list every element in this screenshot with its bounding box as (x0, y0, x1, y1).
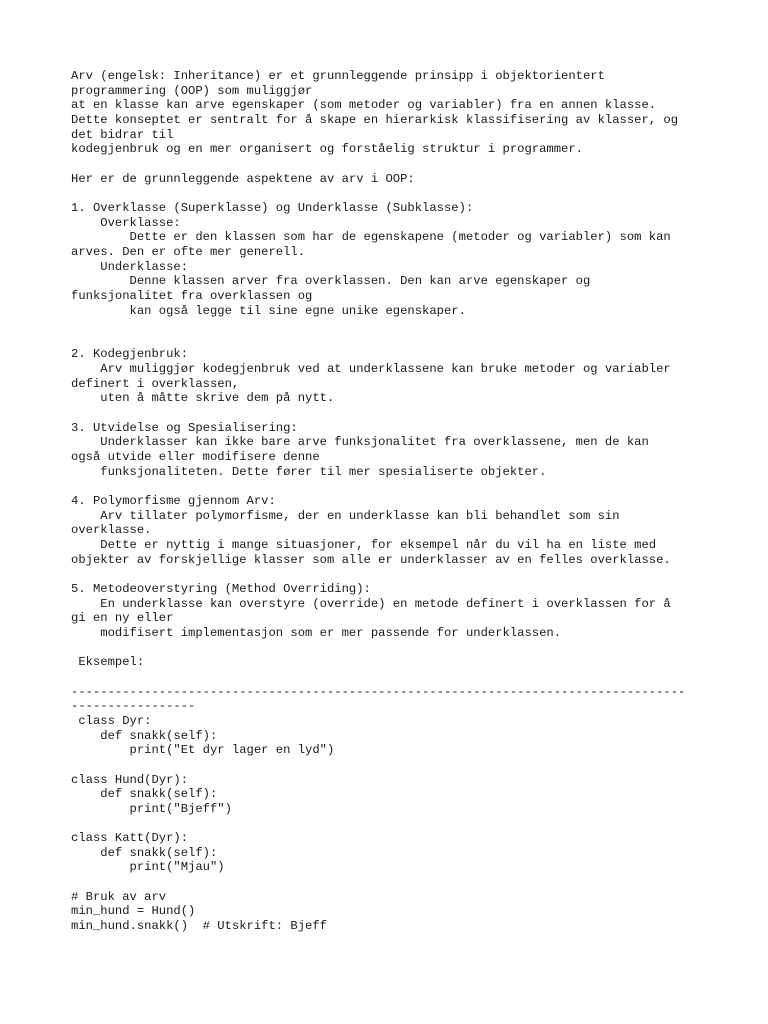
text-line: gi en ny eller (71, 611, 174, 626)
text-line: objekter av forskjellige klasser som alle er underklasser av en felles overklasse. (71, 552, 671, 567)
text-line: def snakk(self): (71, 845, 218, 860)
text-line: kodegjenbruk og en mer organisert og forståelig struktur i programmer. (71, 142, 583, 157)
text-line: def snakk(self): (71, 787, 218, 802)
text-line: Arv muliggjør kodegjenbruk ved at underklassene kan bruke metoder og variabler (71, 362, 671, 377)
blank-line (71, 186, 751, 201)
blank-line (71, 875, 751, 890)
text-line: Dette er den klassen som har de egenskapene (metoder og variabler) som kan (71, 230, 671, 245)
text-line: 1. Overklasse (Superklasse) og Underklasse (Subklasse): (71, 200, 474, 215)
blank-line (71, 333, 751, 348)
text-line: Her er de grunnleggende aspektene av arv i OOP: (71, 171, 415, 186)
text-line: def snakk(self): (71, 728, 218, 743)
text-line: class Dyr: (71, 713, 152, 728)
text-line: print("Mjau") (71, 860, 225, 875)
text-line: ------------------------------------------------------------------------------------ (71, 684, 686, 699)
text-line: 2. Kodegjenbruk: (71, 347, 189, 362)
blank-line (71, 816, 751, 831)
text-line: min_hund = Hund() (71, 904, 196, 919)
text-line: at en klasse kan arve egenskaper (som metoder og variabler) fra en annen klasse. (71, 98, 657, 113)
text-line: class Hund(Dyr): (71, 772, 189, 787)
text-line: Dette er nyttig i mange situasjoner, for eksempel når du vil ha en liste med (71, 538, 657, 552)
text-line: Dette konseptet er sentralt for å skape en hierarkisk klassifisering av klasser, og (71, 112, 679, 127)
text-line: Underklasse: (71, 259, 189, 274)
text-line: En underklasse kan overstyre (override) en metode definert i overklassen for å (71, 596, 671, 611)
text-line: også utvide eller modifisere denne (71, 450, 320, 465)
text-line: min_hund.snakk() # Utskrift: Bjeff (71, 919, 327, 934)
blank-line (71, 318, 751, 333)
text-line: 4. Polymorfisme gjennom Arv: (71, 494, 276, 509)
blank-line (71, 157, 751, 172)
blank-line (71, 406, 751, 421)
blank-line (71, 670, 751, 685)
text-line: Eksempel: (71, 655, 145, 670)
text-line: kan også legge til sine egne unike egenskaper. (71, 303, 466, 318)
text-line: funksjonaliteten. Dette fører til mer spesialiserte objekter. (71, 464, 547, 479)
text-line: det bidrar til (71, 127, 174, 142)
text-line: # Bruk av arv (71, 889, 167, 904)
text-line: print("Et dyr lager en lyd") (71, 743, 335, 758)
document-text (71, 69, 751, 934)
text-line: Denne klassen arver fra overklassen. Den kan arve egenskaper og (71, 274, 591, 289)
blank-line (71, 567, 751, 582)
text-line: print("Bjeff") (71, 801, 232, 816)
text-line: definert i overklassen, (71, 376, 240, 391)
text-line: Arv tillater polymorfisme, der en underklasse kan bli behandlet som sin (71, 508, 620, 523)
blank-line (71, 641, 751, 656)
document-page (71, 69, 751, 934)
text-line: Arv (engelsk: Inheritance) er et grunnleggende prinsipp i objektorientert (71, 69, 605, 83)
text-line: uten å måtte skrive dem på nytt. (71, 391, 335, 406)
text-line: arves. Den er ofte mer generell. (71, 244, 306, 259)
text-line: Underklasser kan ikke bare arve funksjonalitet fra overklassene, men de kan (71, 435, 649, 450)
text-line: class Katt(Dyr): (71, 831, 189, 846)
text-line: Overklasse: (71, 215, 181, 230)
text-line: modifisert implementasjon som er mer passende for underklassen. (71, 625, 562, 640)
blank-line (71, 479, 751, 494)
text-line: 3. Utvidelse og Spesialisering: (71, 420, 298, 435)
text-line: programmering (OOP) som muliggjør (71, 83, 313, 98)
text-line: 5. Metodeoverstyring (Method Overriding): (71, 581, 371, 596)
blank-line (71, 758, 751, 773)
text-line: overklasse. (71, 523, 152, 538)
text-line: funksjonalitet fra overklassen og (71, 288, 313, 303)
text-line: ----------------- (71, 699, 196, 714)
